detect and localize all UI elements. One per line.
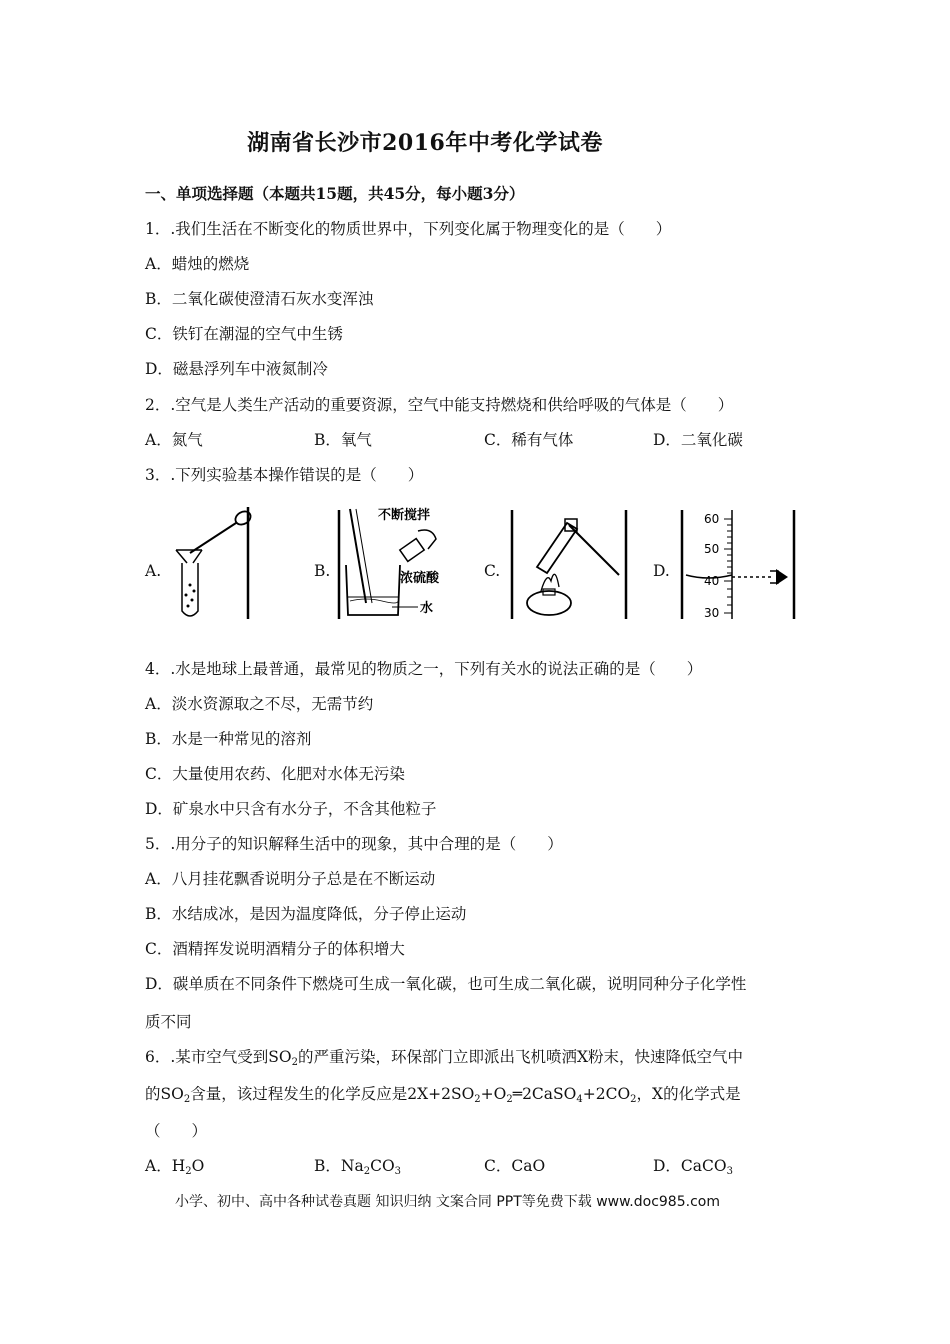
question-3-option-b: B. — [314, 562, 331, 580]
question-4-option-b: B．水是一种常见的溶剂 — [145, 730, 312, 748]
question-2-option-a: A．氮气 — [145, 431, 203, 449]
section-heading: 一、单项选择题（本题共15题，共45分，每小题3分） — [145, 184, 525, 203]
page-title: 湖南省长沙市2016年中考化学试卷 — [247, 130, 603, 156]
figure-a-test-tube — [168, 505, 253, 623]
page-footer: 小学、初中、高中各种试卷真题 知识归纳 文案合同 PPT等免费下载 www.doc985.com — [175, 1194, 720, 1210]
question-6-option-b: B．$Na_2CO_3$ — [314, 1157, 402, 1177]
question-6-stem-line3: （ ） — [145, 1122, 208, 1140]
figure-c-alcohol-lamp — [509, 505, 629, 623]
question-5-stem: 5．.用分子的知识解释生活中的现象，其中合理的是（ ） — [145, 835, 563, 853]
figure-b-beaker — [336, 505, 456, 623]
question-1-stem: 1．.我们生活在不断变化的物质世界中，下列变化属于物理变化的是（ ） — [145, 220, 672, 238]
figure-d-tick-60: 60 — [704, 512, 720, 526]
figure-d-tick-40: 40 — [704, 574, 720, 588]
figure-d-cylinder — [678, 505, 798, 623]
figure-d-tick-50: 50 — [704, 542, 720, 556]
question-5-option-d-line2: 质不同 — [145, 1013, 192, 1031]
figure-b-label-water: 水 — [420, 601, 434, 616]
question-5-option-a: A．八月挂花飘香说明分子总是在不断运动 — [145, 870, 436, 888]
figure-b-label-acid: 浓硫酸 — [400, 571, 440, 586]
question-5-option-c: C．酒精挥发说明酒精分子的体积增大 — [145, 940, 405, 958]
question-1-option-c: C．铁钉在潮湿的空气中生锈 — [145, 325, 343, 343]
figure-d-tick-30: 30 — [704, 606, 720, 620]
question-4-option-d: D．矿泉水中只含有水分子，不含其他粒子 — [145, 800, 437, 818]
figure-b-label-stir: 不断搅拌 — [378, 508, 431, 523]
question-6-stem-line2: 的$SO_2$含量，该过程发生的化学反应是$2X+2SO_2+O_2═2CaSO_4+2CO_2$，X的化学式是 — [145, 1085, 741, 1105]
question-4-option-c: C．大量使用农药、化肥对水体无污染 — [145, 765, 405, 783]
question-1-option-a: A．蜡烛的燃烧 — [145, 255, 250, 273]
question-5-option-d-line1: D．碳单质在不同条件下燃烧可生成一氧化碳，也可生成二氧化碳，说明同种分子化学性 — [145, 975, 747, 993]
question-1-option-b: B．二氧化碳使澄清石灰水变浑浊 — [145, 290, 374, 308]
question-6-option-a: A．$H_2O$ — [145, 1157, 205, 1177]
question-2-option-b: B．氧气 — [314, 431, 372, 449]
question-6-stem-line1: 6．.某市空气受到$SO_2$的严重污染，环保部门立即派出飞机喷洒X粉末，快速降低空气中 — [145, 1048, 744, 1068]
question-1-option-d: D．磁悬浮列车中液氮制冷 — [145, 360, 328, 378]
question-2-option-c: C．稀有气体 — [484, 431, 574, 449]
question-3-stem: 3．.下列实验基本操作错误的是（ ） — [145, 466, 424, 484]
question-6-option-c: C．CaO — [484, 1157, 546, 1175]
question-2-option-d: D．二氧化碳 — [653, 431, 743, 449]
question-3-option-c: C. — [484, 562, 501, 580]
question-4-stem: 4．.水是地球上最普通，最常见的物质之一，下列有关水的说法正确的是（ ） — [145, 660, 703, 678]
question-4-option-a: A．淡水资源取之不尽，无需节约 — [145, 695, 374, 713]
question-5-option-b: B．水结成冰，是因为温度降低，分子停止运动 — [145, 905, 467, 923]
question-3-option-a: A. — [145, 562, 162, 580]
question-6-option-d: D．CaCO$_3$ — [653, 1157, 733, 1177]
question-2-stem: 2．.空气是人类生产活动的重要资源，空气中能支持燃烧和供给呼吸的气体是（ ） — [145, 396, 734, 414]
question-3-option-d: D. — [653, 562, 670, 580]
